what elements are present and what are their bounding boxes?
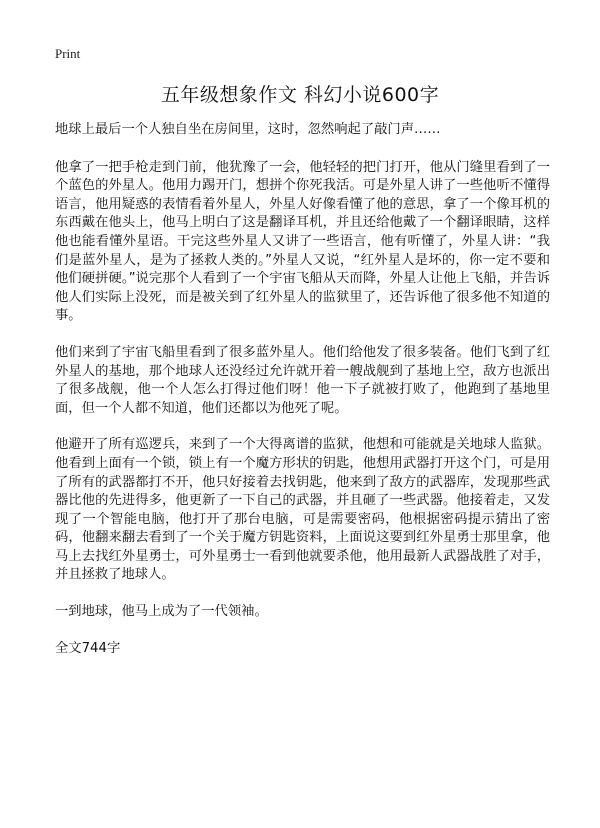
paragraph: 他拿了一把手枪走到门前，他犹豫了一会，他轻轻的把门打开，他从门缝里看到了一个蓝色的外星人。他用力踢开门，想拼个你死我活。可是外星人讲了一些他听不懂得语言，他用疑惑的表情看着外星人，外星人好像看懂了他的意思，拿了一个像耳机的东西戴在他头上，他马上明白了这是翻译耳机，并且还给他戴了一个翻译眼睛，这样他也能看懂外星语。干完这些外星人又讲了一些语言，他有听懂了，外星人讲：“我们是蓝外星人，是为了拯救人类的。”外星人又说，“红外星人是坏的，你一定不要和他们硬拼硬。”说完那个人看到了一个宇宙飞船从天而降，外星人让他上飞船，并告诉他人们实际上没死，而是被关到了红外星人的监狱里了，还告诉他了很多他不知道的事。 (55, 159, 550, 324)
paragraph-ending: 一到地球，他马上成为了一代领袖。 (55, 604, 268, 620)
paragraph: 他避开了所有巡逻兵，来到了一个大得离谱的监狱，他想和可能就是关地球人监狱。他看到上面有一个锁，锁上有一个魔方形状的钥匙，他想用武器打开这个门，可是用了所有的武器都打不开，他只好接着去找钥匙，他来到了敌方的武器库，发现那些武器比他的先进得多，他更新了一下自己的武器，并且砸了一些武器。他接着走，又发现了一个智能电脑，他打开了那台电脑，可是需要密码，他根据密码提示猜出了密码，他翻来翻去看到了一个关于魔方钥匙资料，上面说这要到红外星勇士那里拿，他马上去找红外星勇士，可外星勇士一看到他就要杀他，他用最新人武器战胜了对手，并且拯救了地球人。 (55, 437, 550, 583)
paragraph-intro: 地球上最后一个人独自坐在房间里，这时，忽然响起了敲门声…… (55, 122, 441, 137)
word-count: 全文744字 (55, 640, 121, 656)
print-link[interactable]: Print (55, 46, 81, 61)
page-title: 五年级想象作文 科幻小说600字 (160, 84, 440, 106)
paragraph: 他们来到了宇宙飞船里看到了很多蓝外星人。他们给他发了很多装备。他们飞到了红外星人的基地，那个地球人还没经过允许就开着一艘战舰到了基地上空，敌方也派出了很多战舰，他一个人怎么打得过他们呀！他一下子就被打败了，他跑到了基地里面，但一个人都不知道，他们还都以为他死了呢。 (55, 344, 550, 416)
article-body (55, 121, 550, 676)
